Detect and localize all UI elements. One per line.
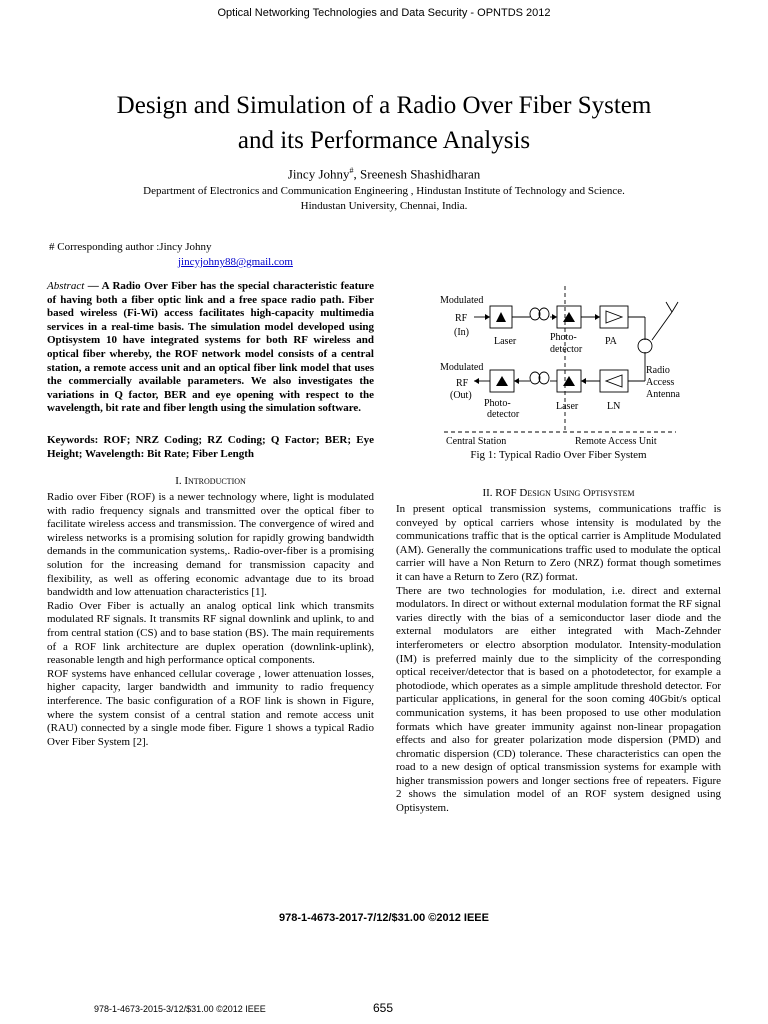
paragraph: There are two technologies for modulation, i.e. direct and external modulators. In direct or without external modulation format the RF signal varies directly with the bias of a semiconductor laser diode and the external modulators are either integrated with Mach-Zehnder interferometers or electro absorption modulator. Intensity-modulation (IM) is preferred mainly due to the simplicity of the corresponding optical receiver/detector that is based on a photodetector, for example a photodiode, which operates as a simple amplitude threshold detector. For particular applications, in general for the soon coming 40Gbit/s optical communication systems, it has been proposed to use other modulation formats which have greater immunity against non-linear propagation effects and also for greater polarization mode dispersion (PMD) and chromatic dispersion (CD) tolerance. These characteristics can open the road to a new design of optical transmission systems for example with higher transmission powers and longer sections free of repeaters. Figure 2 shows the simulation model of an ROF system designed using Optisystem.	[396, 584, 721, 815]
affiliation	[0, 184, 768, 214]
label-photo-2a: Photo-	[484, 398, 511, 409]
rof-design-body	[396, 503, 721, 816]
label-ln: LN	[607, 401, 621, 412]
label-pa: PA	[605, 336, 617, 347]
label-mod-out-1: Modulated	[440, 362, 484, 373]
antenna-mast	[652, 312, 672, 340]
label-photo-2b: detector	[487, 409, 520, 420]
paragraph: In present optical transmission systems, communications traffic is conveyed by optical carriers whose intensity is modulated by the communications traffic that is the optical carrier is Amplitude Modulated (AM). Generally the communications traffic used to modulate the optical carrier will have a Non Return to Zero (NRZ) format though sometimes it can have a Return to Zero (RZ) format.	[396, 503, 721, 583]
paragraph: Radio Over Fiber is actually an analog optical link which transmits modulated RF signals. It transmits RF signal downlink and uplink, to and from central station (CS) and to base station (BS). The main requirements of a ROF link architecture are duplex operation (downlink-uplink), reasonable length and high performance optical components.	[47, 599, 374, 667]
label-mod-out-2: RF	[456, 378, 469, 389]
email-link[interactable]: jincyjohny88@gmail.com	[178, 256, 293, 268]
label-radio-1: Radio	[646, 365, 670, 376]
label-central-station: Central Station	[446, 436, 507, 447]
keywords: Keywords: ROF; NRZ Coding; RZ Coding; Q Factor; BER; Eye Height; Wavelength: Bit Rate; Fiber Length	[47, 434, 374, 460]
abstract	[47, 280, 374, 416]
pa-amplifier-icon	[606, 311, 622, 323]
label-laser-1: Laser	[494, 336, 517, 347]
pa-box	[600, 306, 628, 328]
author-1: Jincy Johny	[287, 166, 350, 182]
affiliation-line-2: Hindustan University, Chennai, India.	[300, 200, 468, 212]
label-mod-in-3: (In)	[454, 327, 469, 338]
author-mark: #	[349, 166, 354, 175]
label-photo-1a: Photo-	[550, 332, 577, 343]
circulator	[638, 339, 652, 353]
label-radio-2: Access	[646, 377, 675, 388]
section-heading-rof-design: II. ROF Design Using Optisystem	[482, 487, 635, 499]
paper-title	[0, 88, 768, 158]
paragraph: Radio over Fiber (ROF) is a newer technology where, light is modulated with radio frequency signals and transmitted over the optical fiber to facilitate wireless access and transmission. The convergence of wired and wireless networks is a promising solution for rapidly growing bandwidth demands in the communication systems,. Radio-over-fiber is a promising solution for the increasing demand for transmission capacity and flexibility, as well as offering economic advantage due to its broad bandwidth and low attenuation characteristics [1].	[47, 491, 374, 599]
authors	[0, 166, 768, 182]
isbn-bottom: 978-1-4673-2015-3/12/$31.00 ©2012 IEEE	[94, 1004, 266, 1014]
affiliation-line-1: Department of Electronics and Communication Engineering , Hindustan Institute of Technology and Science.	[143, 185, 625, 197]
ln-amplifier-icon	[606, 375, 622, 387]
abstract-text: — A Radio Over Fiber has the special characteristic feature of having both a fiber optic link and a free space radio path. Fiber based wireless (Fi-Wi) access facilitates high-capacity multimedia services in a real-time basis. The simulation model developed using Optisystem 10 have integrated systems for both RF wireless and optical fiber whereby, the ROF network model consists of a central station, a remote access unit and an optical fiber link model that uses the commercially available parameters. We also investigates the variations in Q factor, BER and eye opening with respect to the wavelength, bit rate and fiber length using the simulation software.	[47, 280, 374, 415]
paragraph: ROF systems have enhanced cellular coverage , lower attenuation losses, higher capacity, larger bandwidth and immunity to radio frequency interference. The basic configuration of a ROF link is shown in Figure, where the system consist of a central station and remote access unit (RAU) connected by a single mode fiber. Figure 1 shows a typical Radio Over Fiber System [2].	[47, 667, 374, 748]
abstract-label: Abstract	[47, 280, 85, 292]
conference-header: Optical Networking Technologies and Data Security - OPNTDS 2012	[217, 7, 551, 19]
title-line-1: Design and Simulation of a Radio Over Fiber System	[116, 92, 652, 119]
figure-1-diagram	[440, 282, 680, 450]
label-mod-in-1: Modulated	[440, 295, 484, 306]
author-2: Sreenesh Shashidharan	[360, 166, 481, 182]
isbn-center: 978-1-4673-2017-7/12/$31.00 ©2012 IEEE	[279, 912, 489, 924]
figure-1-caption: Fig 1: Typical Radio Over Fiber System	[470, 449, 647, 461]
corresponding-author	[49, 240, 293, 270]
ln-box	[600, 370, 628, 392]
corresponding-label: # Corresponding author :Jincy Johny	[49, 241, 212, 253]
label-photo-1b: detector	[550, 344, 583, 355]
page-number: 655	[373, 1001, 394, 1015]
label-mod-in-2: RF	[455, 313, 468, 324]
label-mod-out-3: (Out)	[450, 390, 472, 401]
label-laser-2: Laser	[556, 401, 579, 412]
author-separator: ,	[353, 166, 361, 182]
label-remote-access-unit: Remote Access Unit	[575, 436, 657, 447]
introduction-body	[47, 491, 374, 749]
section-heading-introduction: I. Introduction	[175, 475, 246, 487]
label-radio-3: Antenna	[646, 389, 680, 400]
title-line-2: and its Performance Analysis	[237, 127, 531, 154]
